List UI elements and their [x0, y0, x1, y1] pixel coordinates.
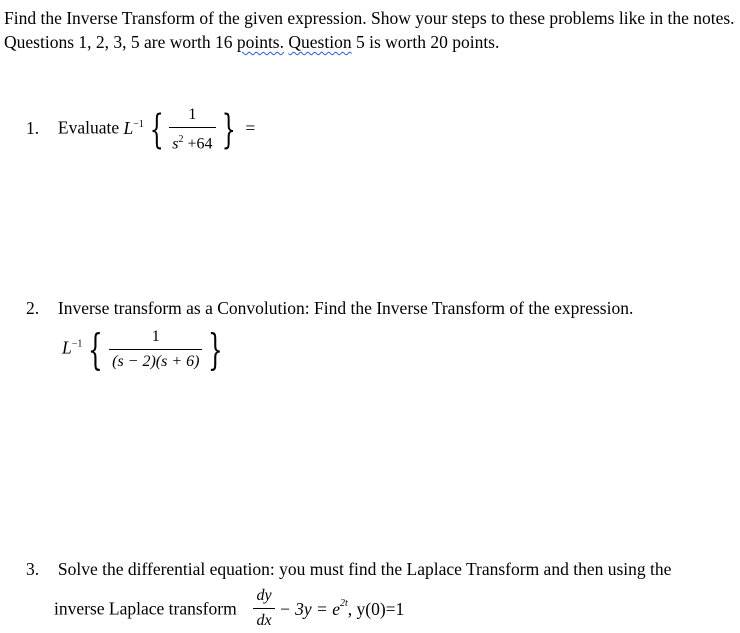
points-word: points. — [236, 32, 284, 52]
question-3-line-2 — [54, 585, 404, 632]
instructions-paragraph — [4, 6, 736, 54]
derivative-numerator: dy — [253, 585, 274, 609]
question-2-text: Inverse transform as a Convolution: Find the Inverse Transform of the expression. — [57, 298, 634, 318]
right-brace: } — [221, 106, 236, 153]
question-3-line-1: Solve the differential equation: you must find the Laplace Transform and then using the — [57, 559, 672, 579]
q2-denominator: (s − 2)(s + 6) — [112, 353, 200, 370]
q1-numerator: 1 — [169, 104, 215, 128]
instructions-text: Find the Inverse Transform of the given expression. Show your steps to these problems like in the notes. Questions 1, 2, 3, 5 are worth 16 — [4, 8, 735, 52]
inverse-exponent: −1 — [71, 338, 83, 350]
question-2-number: 2. — [26, 298, 40, 318]
question-2-expression — [62, 326, 229, 373]
left-brace: { — [88, 324, 104, 374]
laplace-operator: L — [123, 117, 134, 138]
equation-separator: , — [347, 598, 357, 619]
q1-den-rest: +64 — [183, 135, 213, 153]
q1-den-var: s — [172, 135, 179, 153]
question-word: Question — [288, 32, 352, 52]
question-3 — [26, 558, 671, 580]
derivative-fraction — [253, 585, 274, 632]
differential-equation — [253, 587, 405, 629]
left-brace: { — [149, 106, 164, 153]
right-brace: } — [208, 324, 224, 374]
laplace-operator: L — [62, 337, 72, 358]
question-3-number: 3. — [26, 559, 40, 579]
equation-middle: − 3y = e — [274, 598, 340, 619]
question-1 — [26, 104, 255, 155]
question-1-expression — [123, 106, 256, 153]
q1-denominator — [169, 128, 215, 155]
question-3-line-2-text: inverse Laplace transform — [54, 598, 237, 619]
instructions-text-end: 5 is worth 20 points. — [351, 32, 500, 52]
question-2 — [26, 297, 633, 319]
q2-numerator: 1 — [109, 326, 202, 350]
q1-fraction — [169, 104, 215, 155]
q2-fraction — [109, 326, 202, 373]
question-1-number: 1. — [26, 117, 40, 138]
initial-condition: y(0)=1 — [356, 598, 405, 619]
question-1-label: Evaluate — [57, 117, 120, 138]
equation-exponent: 2t — [339, 597, 348, 609]
derivative-denominator: dx — [256, 612, 272, 629]
q1-equals: = — [245, 117, 256, 138]
inverse-exponent: −1 — [133, 118, 144, 130]
q1-den-exp: 2 — [178, 134, 184, 145]
